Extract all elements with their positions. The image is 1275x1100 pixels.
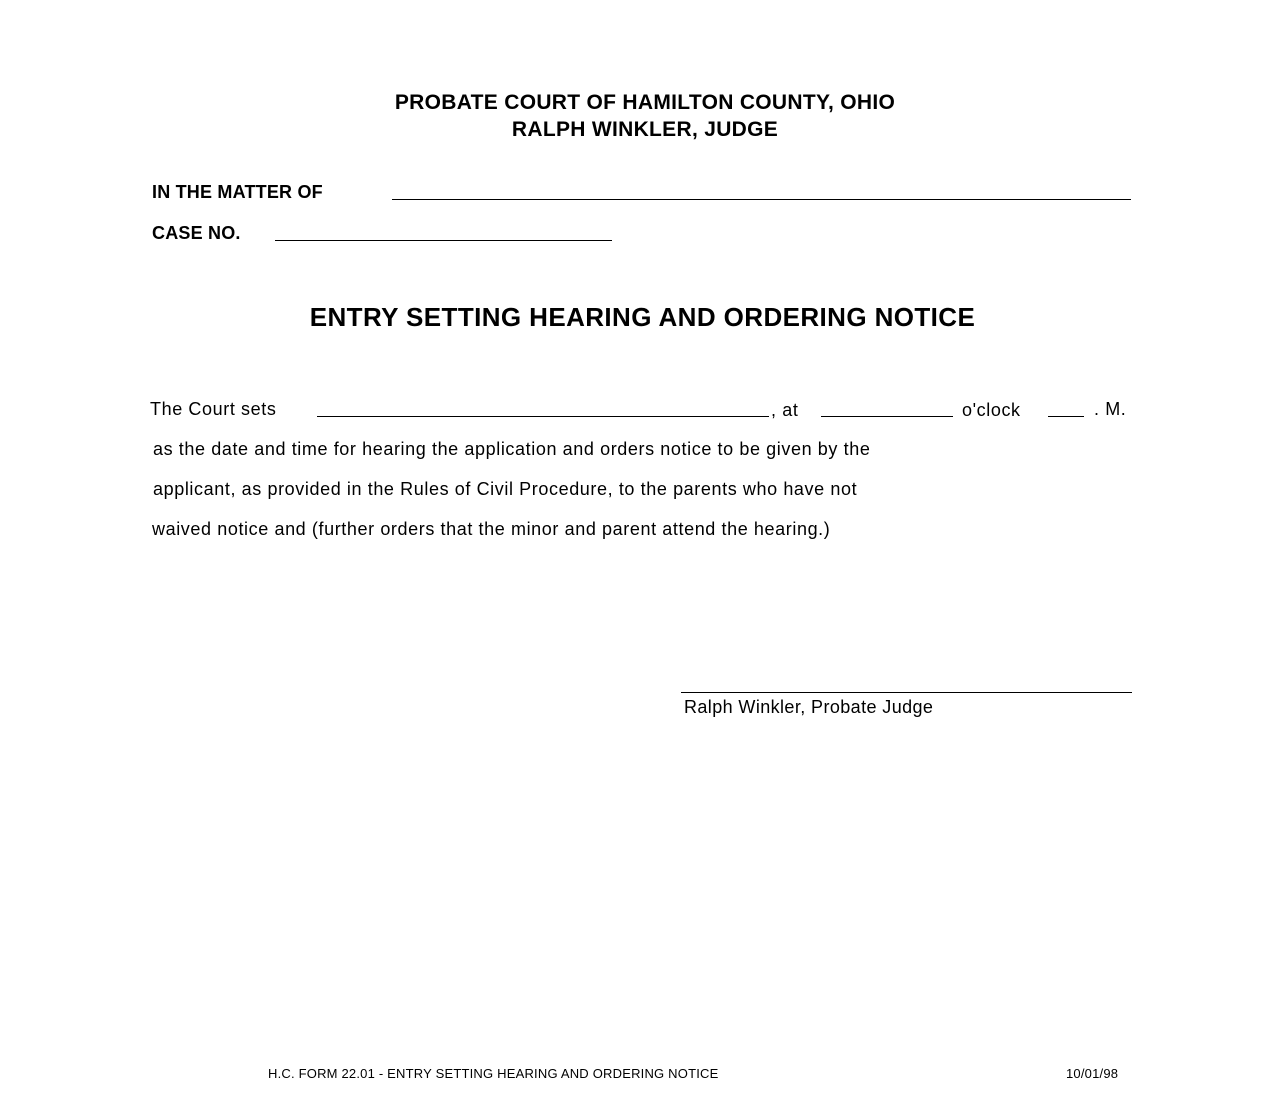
judge-line: RALPH WINKLER, JUDGE xyxy=(511,118,779,141)
signature-name: Ralph Winkler, Probate Judge xyxy=(684,697,934,717)
oclock-label: o'clock xyxy=(962,400,1021,420)
body-line-3: applicant, as provided in the Rules of Civil Procedure, to the parents who have not xyxy=(153,479,858,499)
body-line-2: as the date and time for hearing the application and orders notice to be given by the xyxy=(153,439,871,459)
sets-label: The Court sets xyxy=(150,399,277,419)
case-label: CASE NO. xyxy=(152,223,241,243)
footer-date: 10/01/98 xyxy=(1066,1066,1119,1081)
hearing-hour-field[interactable] xyxy=(821,416,953,417)
page-title: ENTRY SETTING HEARING AND ORDERING NOTICE xyxy=(309,302,976,332)
matter-label: IN THE MATTER OF xyxy=(152,182,323,202)
footer-form-id: H.C. FORM 22.01 - ENTRY SETTING HEARING AND ORDERING NOTICE xyxy=(268,1066,719,1081)
matter-field[interactable] xyxy=(392,199,1131,200)
court-name: PROBATE COURT OF HAMILTON COUNTY, OHIO xyxy=(394,91,896,114)
am-pm-field[interactable] xyxy=(1048,416,1084,417)
signature-line[interactable] xyxy=(681,692,1132,693)
at-label: , at xyxy=(771,400,799,420)
case-field[interactable] xyxy=(275,240,612,241)
body-line-4: waived notice and (further orders that the minor and parent attend the hearing.) xyxy=(152,519,831,539)
m-label: . M. xyxy=(1094,399,1127,419)
hearing-date-field[interactable] xyxy=(317,416,769,417)
